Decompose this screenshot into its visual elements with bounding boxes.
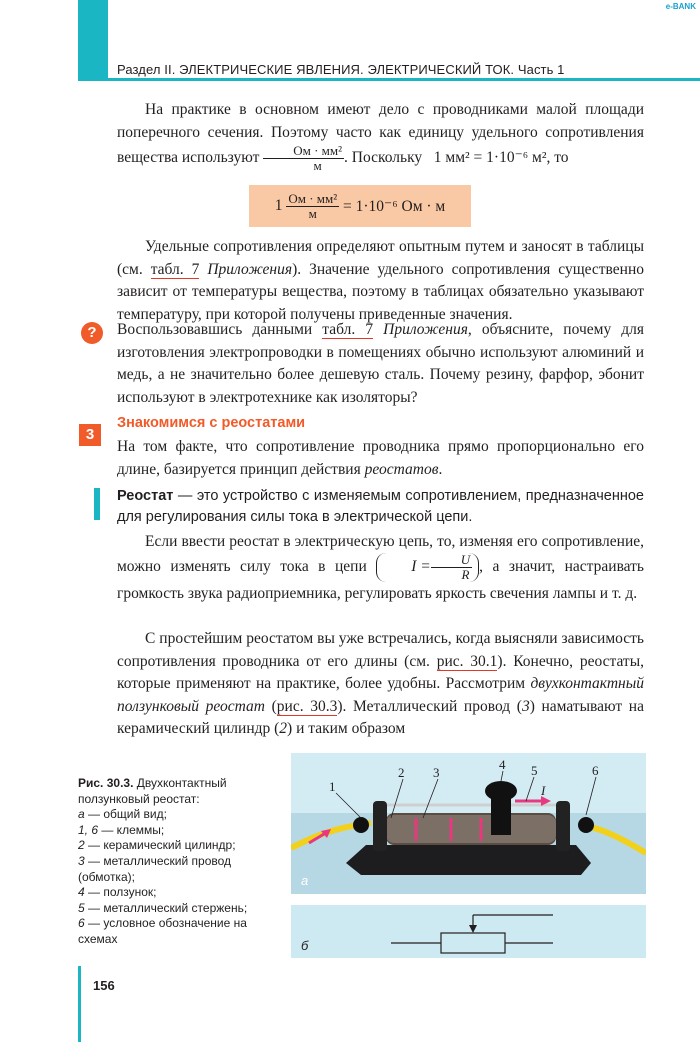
- panel-label-a: а: [301, 873, 309, 888]
- panel-label-b: б: [301, 938, 309, 953]
- section-number-badge: 3: [79, 424, 101, 446]
- publisher-logo: e-BANK: [665, 2, 696, 11]
- formula-highlight: 1 $\frac{\text{Ом · мм²}}{м}$ = 1·10⁻⁶ Ом · м: [249, 185, 471, 227]
- running-header: Раздел II. ЭЛЕКТРИЧЕСКИЕ ЯВЛЕНИЯ. ЭЛЕКТРИЧЕСКИЙ ТОК. Часть 1: [117, 62, 565, 77]
- paragraph-units: На практике в основном имеют дело с проводниками малой площади поперечного сечения. Поэтому часто как единицу удельного сопротивления вещества используют $\frac{\text{Ом · мм²}}{м}$ . Поскольку 1 мм² = 1·10⁻⁶ м², то: [117, 101, 644, 173]
- header-accent-bar: [78, 0, 108, 78]
- definition-rheostat: Реостат — это устройство с изменяемым сопротивлением, предназначенное для регулирования силы тока в электрической цепи.: [117, 488, 644, 525]
- rheostat-photo: [291, 753, 646, 894]
- part-label-3: 3: [433, 765, 440, 780]
- part-label-2: 2: [398, 765, 405, 780]
- part-label-1: 1: [329, 779, 336, 794]
- paragraph-tables: Удельные сопротивления определяют опытным путем и заносят в таблицы (см. табл. 7 Приложения). Значение удельного сопротивления существенно зависит от температуры вещества, поэтому в таблицах обязательно указывают температуру, при которой получены приведенные значения.: [117, 238, 644, 323]
- unit-fraction: $\frac{\text{Ом · мм²}}{м}$: [263, 144, 344, 173]
- question-icon: ?: [81, 322, 103, 344]
- page-number-bar: [78, 966, 81, 1042]
- definition-marker: [94, 488, 100, 520]
- rheostat-schematic: [291, 905, 646, 958]
- section-title: Знакомимся с реостатами: [117, 415, 306, 431]
- figure-caption: Рис. 30.3. Двухконтактный ползунковый реостат: а — общий вид; 1, 6 — клеммы; 2 — керамический цилиндр; 3 — металлический провод (обмотка); 4 — ползунок; 5 — металлический стержень; 6 — условное обозначение на схемах: [78, 776, 248, 946]
- part-label-4: 4: [499, 757, 506, 772]
- header-rule: [78, 78, 700, 81]
- paragraph-two-contact: С простейшим реостатом вы уже встречались, когда выясняли зависимость сопротивления проводника от его длины (см. рис. 30.1). Конечно, реостаты, которые применяют на практике, более удобны. Рассмотрим двухконтактный ползунковый реостат (рис. 30.3). Металлический провод (3) наматывают на керамический цилиндр (2) и таким образом: [117, 630, 644, 737]
- paragraph-current-control: Если ввести реостат в электрическую цепь, то, изменяя его сопротивление, можно изменять силу тока в цепи I = $\frac{U}{R}$ , а значит, настраивать громкость звука радиоприемника, регулировать яркость свечения лампы и т. д.: [117, 533, 645, 602]
- table-link[interactable]: табл. 7: [322, 321, 374, 338]
- rheostat-illustration: [291, 753, 646, 894]
- question-text: Воспользовавшись данными табл. 7 Приложения, объясните, почему для изготовления электропроводки в помещениях обычно используют алюминий и медь, а не значительно более дешевую сталь. Почему резину, фарфор, эбонит используют в электротехнике как изоляторы?: [117, 321, 645, 406]
- part-label-5: 5: [531, 763, 538, 778]
- page-number: 156: [93, 978, 115, 993]
- table-link[interactable]: табл. 7: [150, 260, 200, 278]
- current-label: I: [541, 783, 546, 798]
- ohms-law-formula: I = $\frac{U}{R}$: [376, 553, 479, 582]
- figure-link-30-1[interactable]: рис. 30.1: [436, 652, 498, 670]
- part-label-6: 6: [592, 763, 599, 778]
- rheostat-symbol: [291, 905, 646, 958]
- figure-link-30-3[interactable]: рис. 30.3: [276, 697, 338, 715]
- paragraph-rheostat-intro: На том факте, что сопротивление проводника прямо пропорционально его длине, базируется принцип действия реостатов.: [117, 438, 644, 478]
